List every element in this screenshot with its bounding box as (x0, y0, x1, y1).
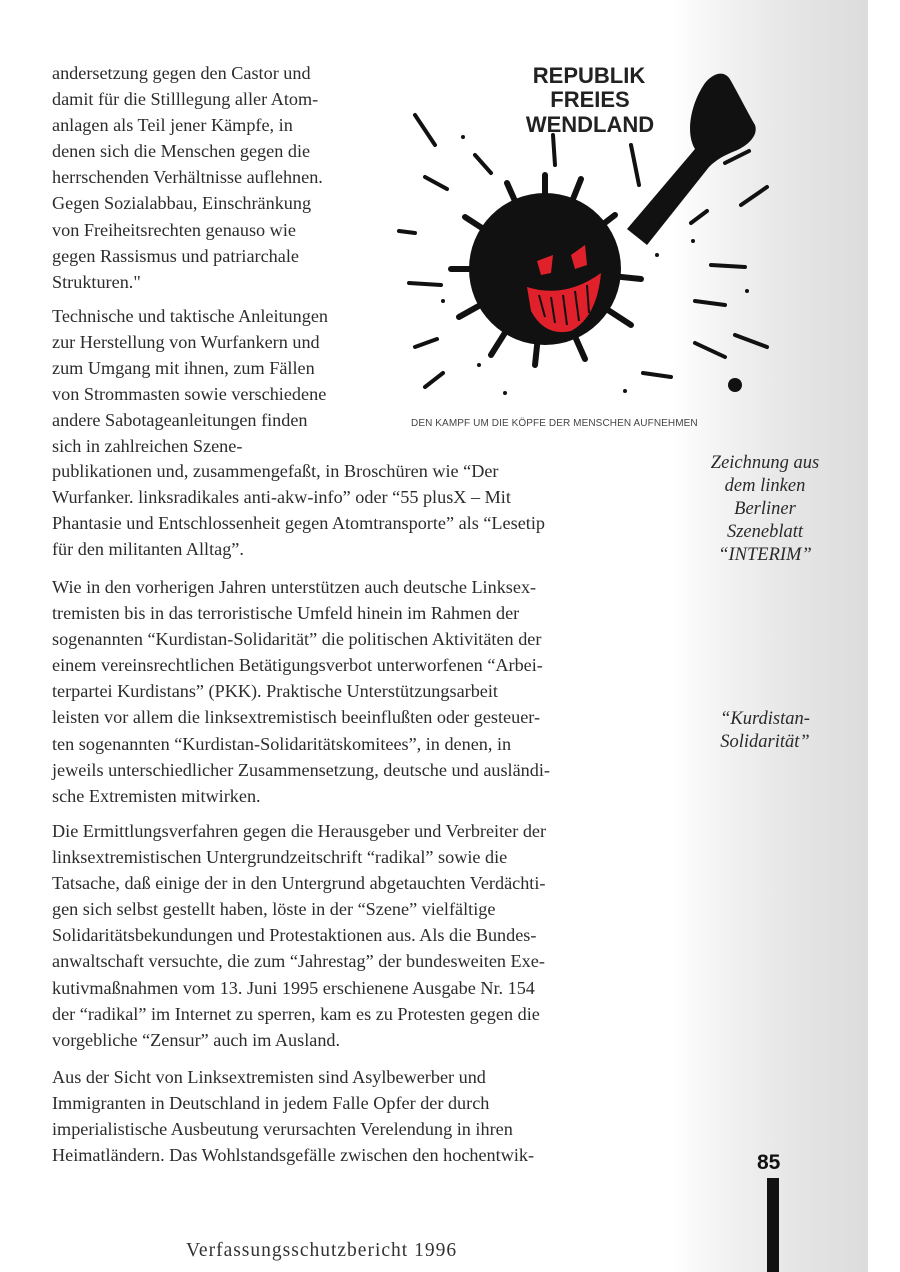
text-line: Aus der Sicht von Linksextremisten sind Asylbewerber und (52, 1067, 486, 1087)
paragraph-castor (52, 60, 323, 295)
text-line: sogenannten “Kurdistan-Solidarität” die politischen Aktivitäten der (52, 629, 542, 650)
text-line: jeweils unterschiedlicher Zusammensetzung, deutsche und ausländi- (52, 759, 550, 780)
text-line: Tatsache, daß einige der in den Untergrund abgetauchten Verdächti- (52, 873, 546, 894)
text-line: zur Herstellung von Wurfankern und (52, 332, 320, 353)
figure-title-line: WENDLAND (525, 112, 655, 137)
figure-illustration (395, 55, 770, 430)
text-line: Strukturen." (52, 271, 141, 292)
text-line: publikationen und, zusammengefaßt, in Broschüren wie “Der (52, 461, 499, 481)
text-line: Gegen Sozialabbau, Einschränkung (52, 193, 312, 214)
text-line: von Freiheitsrechten genauso wie (52, 219, 296, 240)
figure-title-line: FREIES (550, 87, 630, 112)
side-note-interim (670, 452, 860, 567)
paragraph-sabotage-wide (52, 458, 545, 562)
paragraph-radikal (52, 818, 546, 1053)
text-line: gegen Rassismus und patriarchale (52, 245, 299, 266)
text-line: terpartei Kurdistans” (PKK). Praktische Unterstützungsarbeit (52, 681, 498, 702)
text-line: anlagen als Teil jener Kämpfe, in (52, 115, 293, 136)
text-line: der “radikal” im Internet zu sperren, kam es zu Protesten gegen die (52, 1003, 540, 1024)
figure-caption: DEN KAMPF UM DIE KÖPFE DER MENSCHEN AUFNEHMEN (411, 418, 698, 429)
text-line: Heimatländern. Das Wohlstandsgefälle zwischen den hochentwik- (52, 1145, 535, 1166)
text-line: sche Extremisten mitwirken. (52, 785, 261, 806)
paragraph-sabotage-narrow (52, 303, 328, 460)
text-line: Solidaritätsbekundungen und Protestaktionen aus. Als die Bundes- (52, 925, 537, 946)
text-line: einem vereinsrechtlichen Betätigungsverbot unterworfenen “Arbei- (52, 655, 543, 676)
text-line: Wie in den vorherigen Jahren unterstützen auch deutsche Linksex- (52, 577, 537, 597)
side-note-line: Zeichnung aus (710, 453, 820, 473)
paragraph-kurdistan (52, 574, 550, 809)
paragraph-asyl (52, 1064, 534, 1168)
text-line: Technische und taktische Anleitungen (52, 306, 329, 326)
text-line: zum Umgang mit ihnen, zum Fällen (52, 358, 315, 379)
side-note-line: “INTERIM” (718, 545, 812, 565)
text-line: Immigranten in Deutschland in jedem Falle Opfer der durch (52, 1093, 490, 1114)
page-edge (868, 0, 900, 1272)
text-line: kutivmaßnahmen vom 13. Juni 1995 erschienene Ausgabe Nr. 154 (52, 977, 535, 998)
side-note-line: Solidarität” (720, 732, 810, 752)
page-footer: Verfassungsschutzbericht 1996 (186, 1240, 458, 1261)
text-line: ten sogenannten “Kurdistan-Solidaritätskomitees”, in denen, in (52, 733, 512, 754)
text-line: damit für die Stilllegung aller Atom- (52, 89, 319, 110)
text-line: für den militanten Alltag”. (52, 539, 244, 560)
text-line: sich in zahlreichen Szene- (52, 436, 243, 457)
side-note-line: Szeneblatt (726, 522, 804, 542)
text-line: Die Ermittlungsverfahren gegen die Herausgeber und Verbreiter der (52, 821, 547, 841)
text-line: Phantasie und Entschlossenheit gegen Atomtransporte” als “Lesetip (52, 513, 545, 534)
text-line: vorgebliche “Zensur” auch im Ausland. (52, 1029, 341, 1050)
text-line: tremisten bis in das terroristische Umfeld hinein im Rahmen der (52, 603, 520, 624)
side-note-line: Berliner (734, 499, 796, 519)
text-line: herrschenden Verhältnisse auflehnen. (52, 167, 323, 188)
text-line: Wurfanker. linksradikales anti-akw-info” oder “55 plusX – Mit (52, 487, 511, 508)
text-line: denen sich die Menschen gegen die (52, 141, 311, 162)
text-line: andere Sabotageanleitungen finden (52, 410, 308, 431)
text-line: andersetzung gegen den Castor und (52, 63, 311, 83)
side-note-line: “Kurdistan- (720, 709, 810, 729)
text-line: anwaltschaft versuchte, die zum “Jahrestag” der bundesweiten Exe- (52, 951, 545, 972)
page-tab-bar (767, 1178, 779, 1272)
splat-illustration (395, 55, 770, 430)
text-line: von Strommasten sowie verschiedene (52, 384, 327, 405)
side-note-kurdistan (670, 708, 860, 754)
text-line: imperialistische Ausbeutung verursachten Verelendung in ihren (52, 1119, 513, 1140)
page-number: 85 (757, 1151, 781, 1174)
figure-title-line: REPUBLIK (532, 63, 646, 88)
text-line: linksextremistischen Untergrundzeitschrift “radikal” sowie die (52, 847, 508, 868)
text-line: leisten vor allem die linksextremistisch beeinflußten oder gesteuer- (52, 707, 541, 728)
side-note-line: dem linken (724, 476, 806, 496)
text-line: gen sich selbst gestellt haben, löste in der “Szene” vielfältige (52, 899, 496, 920)
